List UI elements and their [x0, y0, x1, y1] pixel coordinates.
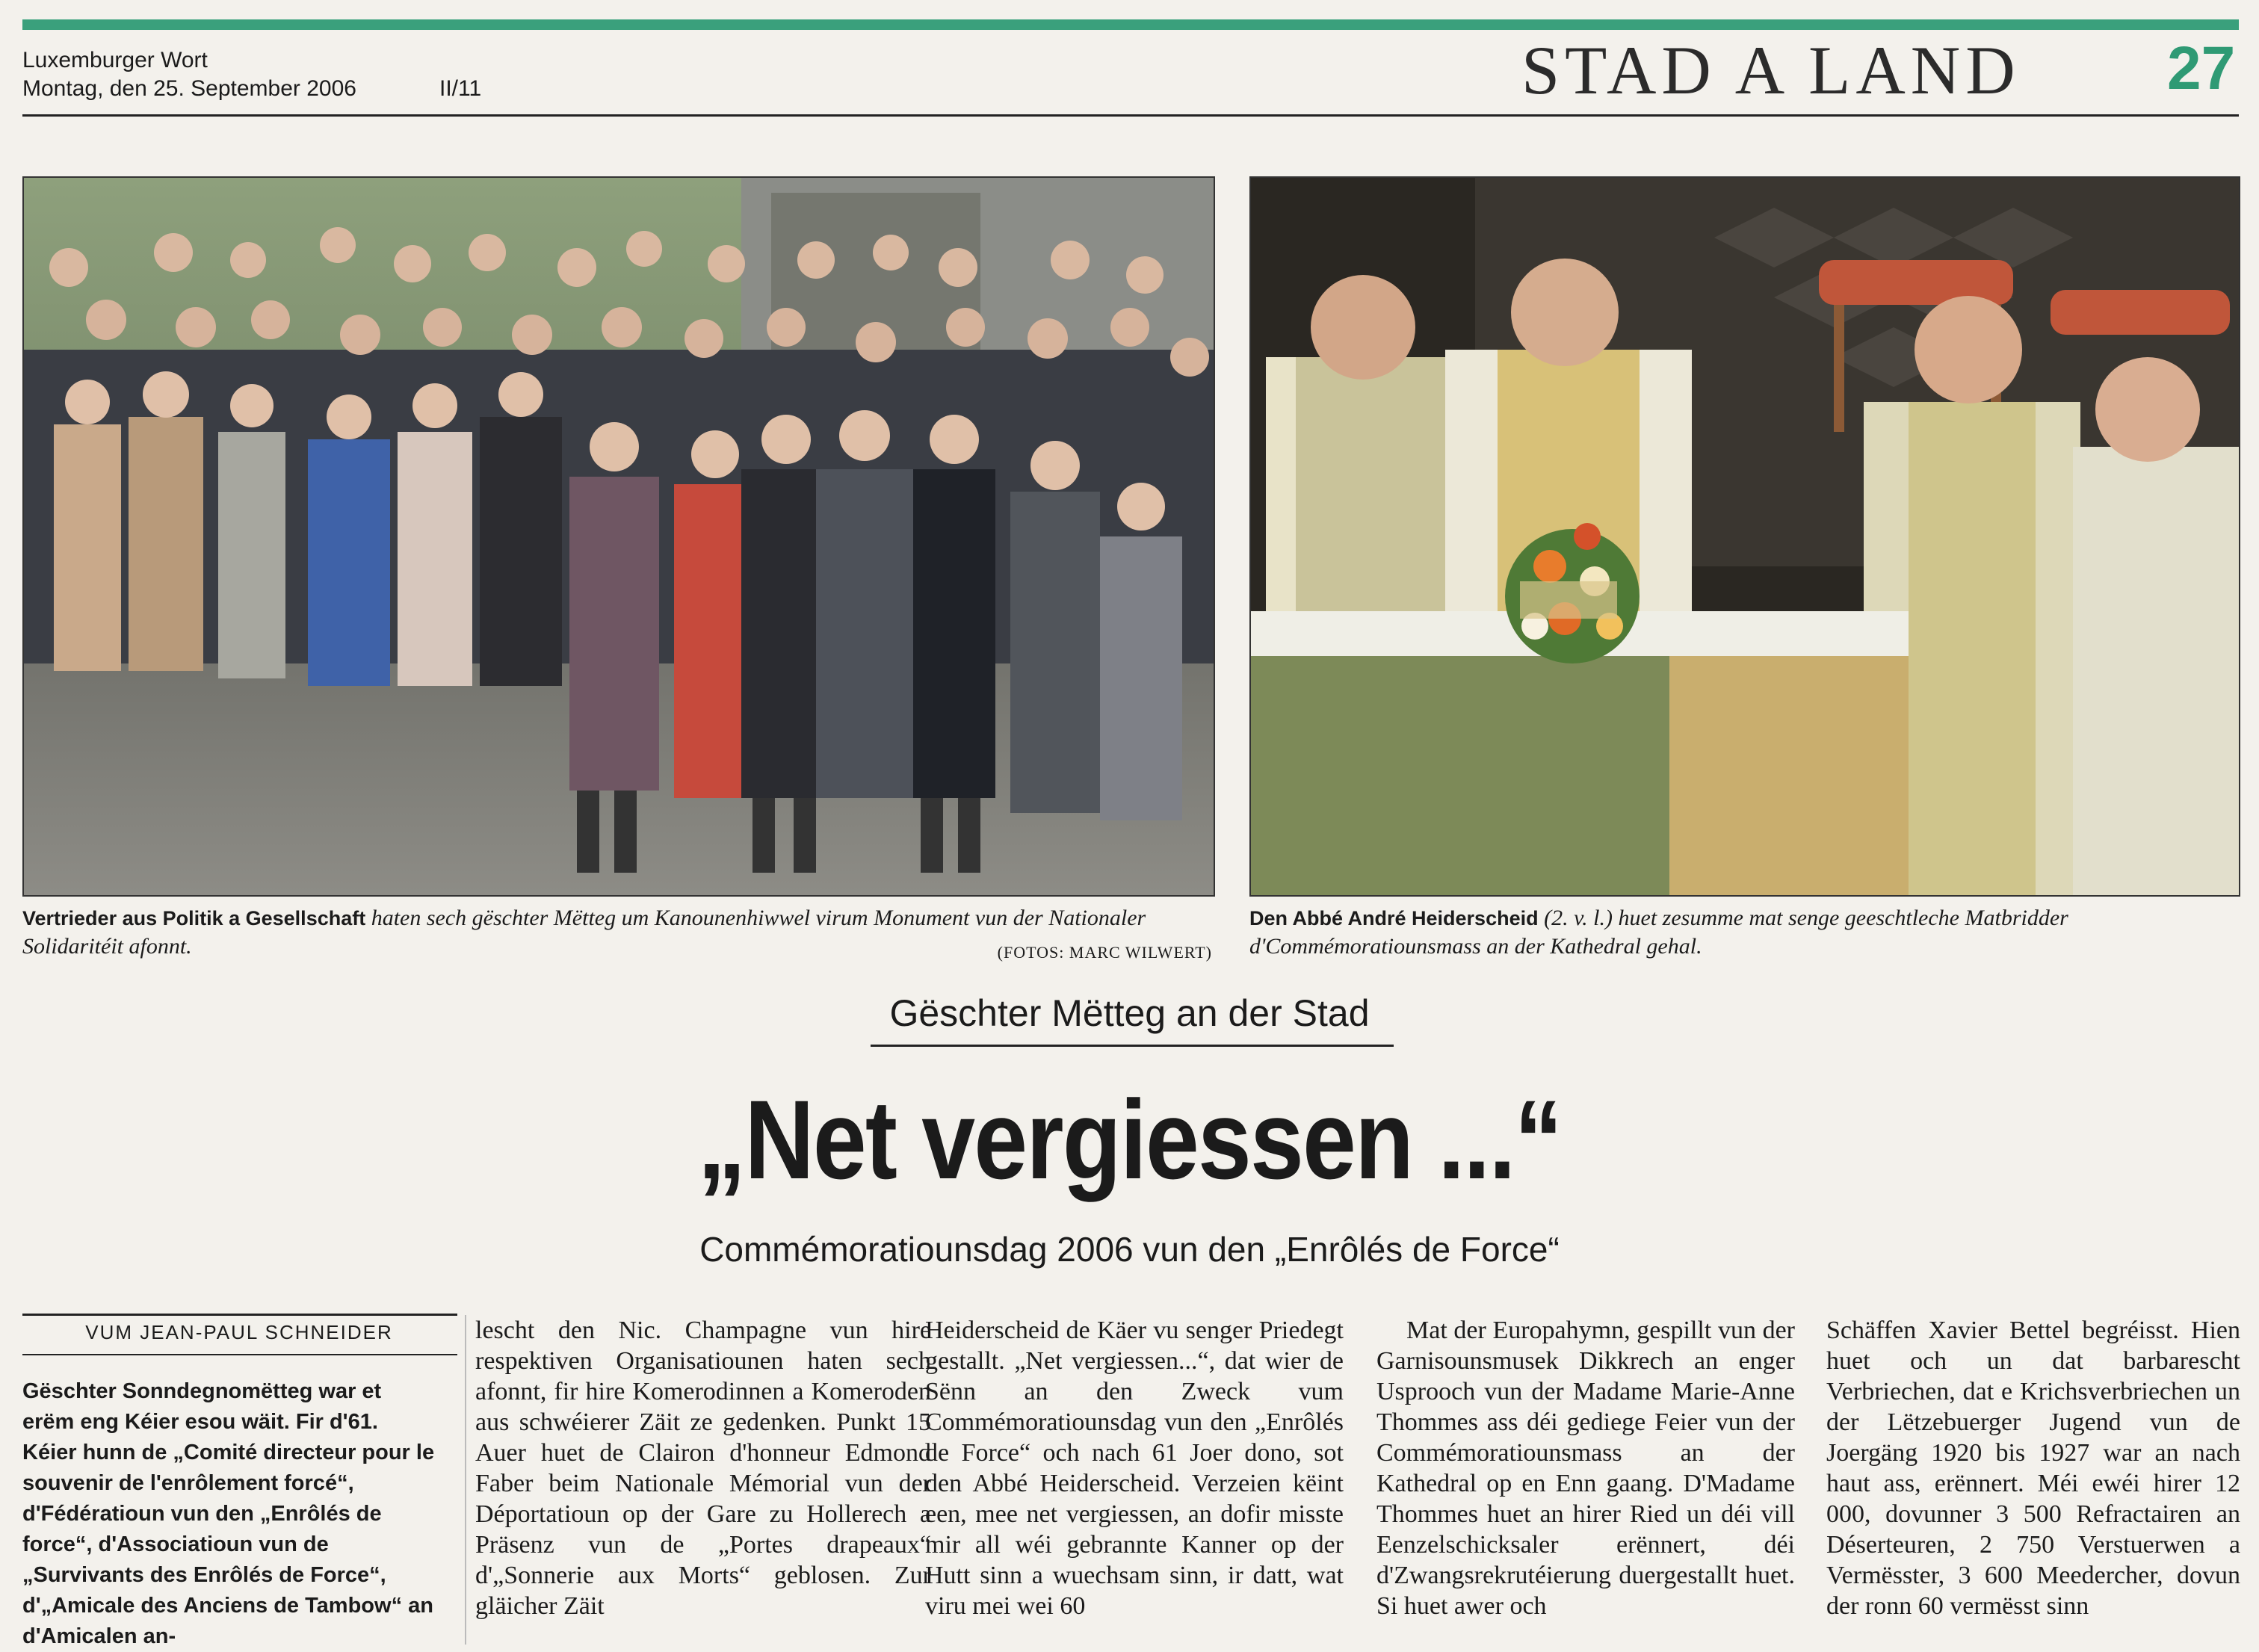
article-lead: Gëschter Sonndegnomëtteg war et erëm eng Kéier esou wäit. Fir d'61. Kéier hunn de „Comité directeur pour le souvenir de l'enrôlement forcé“, d'Fédératioun vun den „Enrôlés de force“, d'Associatioun vun de „Survivants des Enrôlés de Force“, d'„Amicale des Anciens de Tambow“ an d'Amicalen an- — [22, 1379, 435, 1648]
photo-credit: (FOTOS: MARC WILWERT) — [997, 943, 1212, 962]
byline-rule-top — [22, 1314, 457, 1316]
article-kicker: Gëschter Mëtteg an der Stad — [889, 992, 1370, 1034]
body-column-5 — [1826, 1315, 2240, 1621]
body-column-3 — [925, 1315, 1344, 1621]
caption-right — [1249, 904, 2237, 961]
photo-cathedral-mass — [1249, 176, 2240, 897]
caption-right-text: (2. v. l.) huet zesumme mat senge geeschtleche Matbridder d'Commémoratiounsmass an der Kathedral gehal. — [1249, 906, 2068, 959]
page-code: II/11 — [439, 76, 482, 101]
header-accent-bar — [22, 19, 2239, 30]
byline-rule-bottom — [22, 1354, 457, 1355]
article-headline: „Net vergiessen ...“ — [697, 1077, 1562, 1202]
body-text-col2: lescht den Nic. Champagne vun hire respektiven Organisatiounen haten sech afonnt, fir hire Komerodinnen a Komeroden aus schwéierer Zäit ze gedenken. Punkt 15 Auer huet de Clairon d'honneur Edmond Faber beim Nationale Mémorial vun der Déportatioun op der Gare zu Hollerech a Präsenz vun de „Portes drapeaux“ d'„Sonnerie aux Morts“ geblosen. Zur gläicher Zäit — [475, 1317, 931, 1620]
page-number: 27 — [2167, 34, 2236, 102]
crowd-illustration — [24, 178, 1214, 895]
masthead — [22, 46, 356, 103]
byline: VUM JEAN-PAUL SCHNEIDER — [85, 1321, 393, 1343]
caption-right-bold: Den Abbé André Heiderscheid — [1249, 907, 1539, 929]
body-text-col5: Schäffen Xavier Bettel begréisst. Hien huet och un dat barbarescht Verbriechen, dat e Krichsverbriechen un der Lëtzebuerger Jugend vun de Joergäng 1920 bis 1927 war an nach haut ass, erënnert. Méi ewéi hirer 12 000, dovunner 3 500 Refractairen an Déserteuren, 2 750 Verstuerwen a Vermësster, 3 600 Meedercher, dovun der ronn 60 vermësst sinn — [1826, 1317, 2240, 1620]
issue-date: Montag, den 25. September 2006 — [22, 76, 356, 101]
kicker-underline — [871, 1045, 1394, 1047]
article-subheadline: Commémoratiounsdag 2006 vun den „Enrôlés de Force“ — [699, 1230, 1560, 1269]
section-title: STAD A LAND — [1521, 32, 2021, 108]
photo-dignitaries — [22, 176, 1215, 897]
body-column-4 — [1376, 1315, 1795, 1621]
body-column-2 — [475, 1315, 931, 1621]
header-rule — [22, 114, 2239, 117]
body-text-col3: Heiderscheid de Käer vu senger Priedegt gestallt. „Net vergiessen...“, dat wier de Sënn an den Zweck vum Commémoratiounsdag vun den „Enrôlés de Force“ och nach 61 Joer dono, sot den Abbé Heiderscheid. Verzeien këint een, mee net vergiessen, an dofir misste mir all wéi gebrannte Kanner op der Hutt sinn a wuechsam sinn, ir datt, wat viru mei wei 60 — [925, 1317, 1344, 1620]
paper-name: Luxemburger Wort — [22, 48, 208, 72]
body-text-col4: Mat der Europahymn, gespillt vun der Garnisounsmusek Dikkrech an enger Usprooch vun der Madame Marie-Anne Thommes ass déi gediege Feier vun der Commémoratiounsmass an der Kathedral op en Enn gaang. D'Madame Thommes huet an hirer Ried un déi vill Eenzelschicksaler erënnert, déi d'Zwangsrekrutéierung duergestallt huet. Si huet awer och — [1376, 1317, 1795, 1620]
caption-left-text: haten sech gëschter Mëtteg um Kanounenhiwwel virum Monument vun der Nationaler Solidaritéit afonnt. — [22, 906, 1146, 959]
caption-left-bold: Vertrieder aus Politik a Gesellschaft — [22, 907, 366, 929]
mass-illustration — [1251, 178, 2239, 895]
column-separator — [465, 1315, 466, 1645]
